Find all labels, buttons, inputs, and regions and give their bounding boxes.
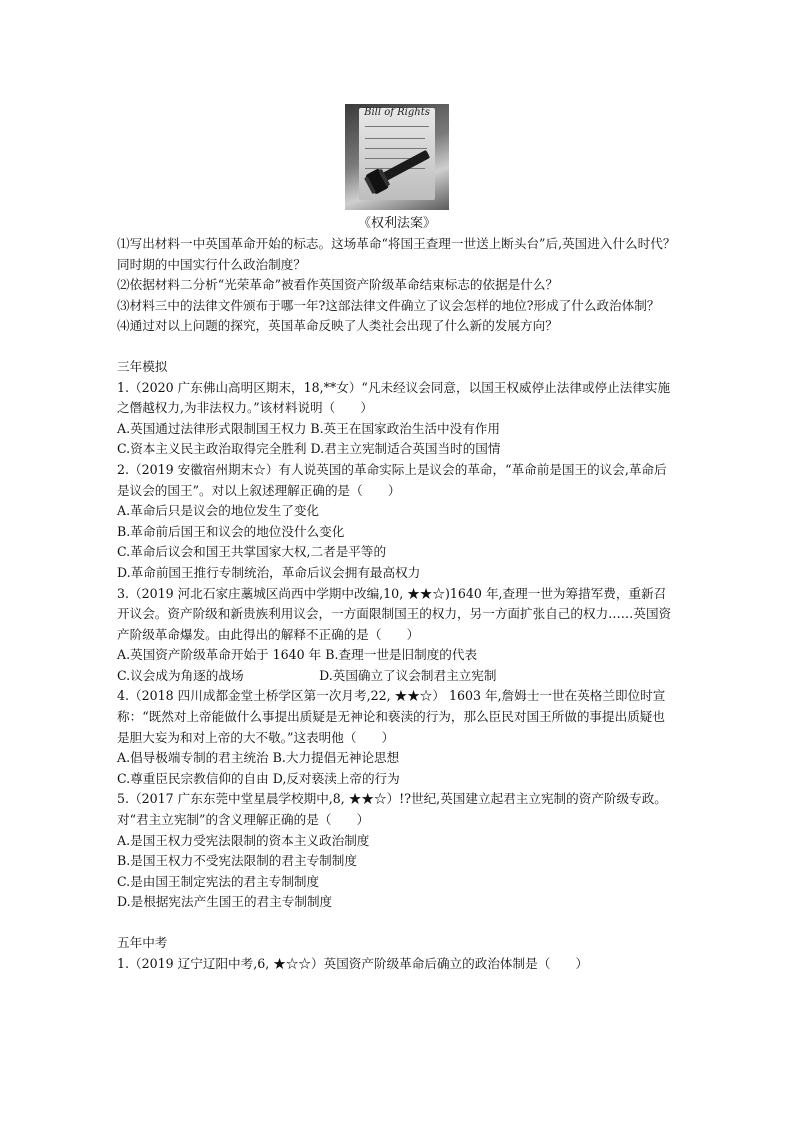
item-option: A.英国通过法律形式限制国王权力 B.英王在国家政治生活中没有作用 bbox=[117, 420, 500, 436]
item-option: D.是根据宪法产生国王的君主专制制度 bbox=[117, 894, 333, 910]
item-option: A.英国资产阶级革命开始于 1640 年 B.查理一世是旧制度的代表 bbox=[117, 647, 478, 663]
item-stem: 1.（2019 辽宁辽阳中考,6, ★☆☆）英国资产阶级革命后确立的政治体制是（ ） bbox=[117, 955, 589, 971]
item-option: B.是国王权力不受宪法限制的君主专制制度 bbox=[117, 853, 357, 869]
spacer bbox=[117, 913, 677, 933]
figure bbox=[117, 104, 677, 234]
item-option: C.议会成为角逐的战场 D.英国确立了议会制君主立宪制 bbox=[117, 667, 497, 683]
spacer bbox=[117, 337, 677, 357]
item-option: C.资本主义民主政治取得完全胜利 D.君主立宪制适合英国当时的国情 bbox=[117, 441, 501, 457]
question-3: ⑶材料三中的法律文件颁布于哪一年?这部法律文件确立了议会怎样的地位?形成了什么政治体制？ bbox=[117, 297, 660, 313]
figure-caption: 《权利法案》 bbox=[357, 216, 436, 231]
item-stem: 1.（2020 广东佛山高明区期末，18,**女）“凡未经议会同意，以国王权威停止法律或停止法律实施之僭越权力,为非法权力。”该材料说明（ ） bbox=[117, 379, 671, 416]
item-option: C.是由国王制定宪法的君主专制制度 bbox=[117, 873, 320, 889]
document-page bbox=[117, 104, 677, 974]
section-title-mock: 三年模拟 bbox=[117, 358, 168, 374]
item-option: C.尊重臣民宗教信仰的自由 D,反对亵渎上帝的行为 bbox=[117, 770, 400, 786]
question-2: ⑵依据材料二分析“光荣革命”被看作英国资产阶级革命结束标志的依据是什么？ bbox=[117, 277, 559, 293]
section-title-exam: 五年中考 bbox=[117, 935, 168, 950]
item-option: A.倡导极端专制的君主统治 B.大力提倡无神论思想 bbox=[117, 750, 400, 766]
item-option: D.革命前国王推行专制统治，革命后议会拥有最高权力 bbox=[117, 564, 421, 580]
item-stem: 5.（2017 广东东莞中堂星晨学校期中,8, ★★☆）!?世纪,英国建立起君主立宪制的资产阶级专政。对“君主立宪制”的含义理解正确的是（ ） bbox=[117, 791, 667, 828]
photo-title: Bill of Rights bbox=[364, 107, 430, 118]
item-stem: 2.（2019 安徽宿州期末☆）有人说英国的革命实际上是议会的革命，“革命前是国王的议会,革命后是议会的国王”。对以上叙述理解正确的是（ ） bbox=[117, 461, 667, 498]
question-4: ⑷通过对以上问题的探究，英国革命反映了人类社会出现了什么新的发展方向？ bbox=[117, 318, 558, 334]
item-stem: 3.（2019 河北石家庄藁城区尚西中学期中改编,10, ★★☆)1640 年,查理一世为筹措军费，重新召开议会。资产阶级和新贵族利用议会，一方面限制国王的权力，另一方面扩张自己的权力……英国资产阶级革命爆发。由此得出的解释不正确的是（ ） bbox=[117, 585, 672, 642]
question-1: ⑴写出材料一中英国革命开始的标志。这场革命“将国王查理一世送上断头台”后,英国进入什么时代？同时期的中国实行什么政治制度？ bbox=[117, 236, 676, 272]
item-option: A.是国王权力受宪法限制的资本主义政治制度 bbox=[117, 832, 370, 848]
item-option: A.革命后只是议会的地位发生了变化 bbox=[117, 503, 320, 519]
bill-of-rights-photo bbox=[345, 104, 449, 210]
item-option: C.革命后议会和国王共掌国家大权,二者是平等的 bbox=[117, 544, 387, 560]
gavel-icon bbox=[345, 104, 449, 210]
item-option: B.革命前后国王和议会的地位没什么变化 bbox=[117, 523, 345, 539]
item-stem: 4.（2018 四川成都金堂土桥学区第一次月考,22, ★★☆） 1603 年,詹姆士一世在英格兰即位时宣称：“既然对上帝能做什么事提出质疑是无神论和亵渎的行为，那么臣民对国王所做的事提出质疑也是胆大妄为和对上帝的大不敬。”这表明他（ ） bbox=[117, 688, 666, 745]
